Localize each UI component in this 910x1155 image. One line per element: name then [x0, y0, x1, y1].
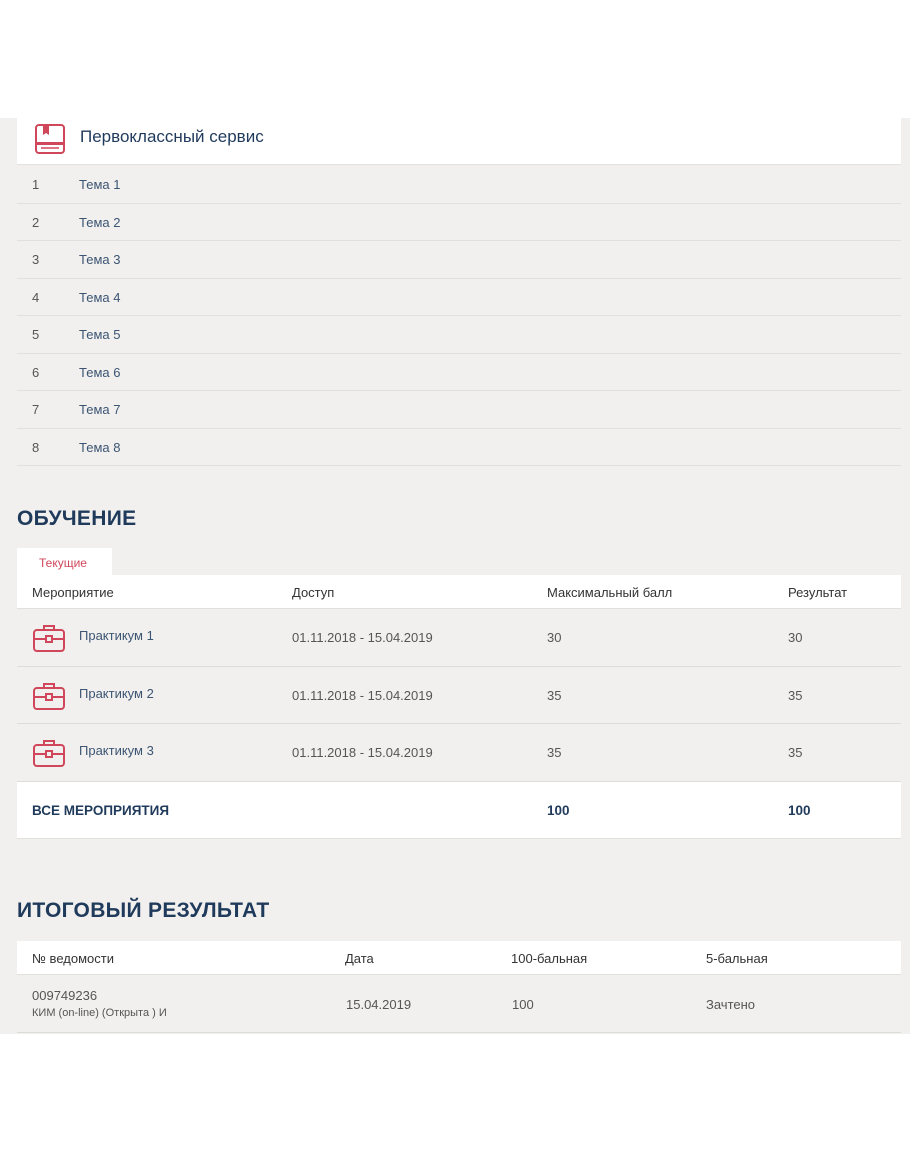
table-header — [17, 941, 901, 975]
topic-row — [17, 279, 901, 317]
topic-link[interactable]: Тема 8 — [79, 439, 121, 455]
result-date: 15.04.2019 — [346, 997, 412, 1012]
topic-row — [17, 429, 901, 467]
topic-row — [17, 391, 901, 429]
topic-number: 5 — [32, 327, 40, 342]
column-header-date: Дата — [345, 951, 374, 966]
column-header-access: Доступ — [292, 585, 335, 600]
total-max-score: 100 — [547, 802, 570, 818]
table-header — [17, 575, 901, 609]
event-link[interactable]: Практикум 1 — [79, 628, 154, 643]
topic-row — [17, 241, 901, 279]
column-header-score5: 5-бальная — [706, 951, 768, 966]
access-period: 01.11.2018 - 15.04.2019 — [292, 630, 433, 645]
briefcase-icon — [32, 679, 66, 713]
result: 35 — [788, 687, 803, 703]
result: 35 — [788, 745, 803, 760]
column-header-score100: 100-бальная — [511, 951, 588, 966]
table-row — [17, 975, 901, 1033]
topic-number: 7 — [32, 402, 40, 417]
sheet-number: 009749236 — [32, 988, 98, 1003]
table-row — [17, 667, 901, 725]
topic-number: 1 — [32, 177, 40, 192]
access-period: 01.11.2018 - 15.04.2019 — [292, 687, 433, 703]
topic-list — [17, 166, 901, 466]
table-row — [17, 609, 901, 667]
book-icon — [33, 122, 67, 156]
briefcase-icon — [32, 736, 66, 770]
max-score: 35 — [547, 687, 562, 703]
topic-link[interactable]: Тема 4 — [79, 289, 121, 305]
total-result: 100 — [788, 802, 811, 818]
learning-section-title: ОБУЧЕНИЕ — [17, 507, 137, 530]
briefcase-icon — [32, 621, 66, 655]
score-5: Зачтено — [706, 997, 756, 1012]
topic-row — [17, 166, 901, 204]
event-link[interactable]: Практикум 2 — [79, 685, 154, 701]
final-table — [17, 941, 901, 1033]
sheet-description: КИМ (on-line) (Открыта ) И — [32, 1007, 167, 1019]
access-period: 01.11.2018 - 15.04.2019 — [292, 745, 433, 760]
column-header-result: Результат — [788, 585, 848, 600]
column-header-sheet: № ведомости — [32, 951, 114, 966]
topic-link[interactable]: Тема 3 — [79, 252, 121, 267]
total-label: ВСЕ МЕРОПРИЯТИЯ — [32, 802, 170, 818]
column-header-max-score: Максимальный балл — [547, 585, 673, 600]
course-title: Первоклассный сервис — [80, 127, 264, 146]
topic-row — [17, 316, 901, 354]
tab-current[interactable]: Текущие — [17, 548, 112, 575]
topic-row — [17, 354, 901, 392]
topic-row — [17, 204, 901, 242]
topic-number: 2 — [32, 214, 40, 230]
topic-number: 3 — [32, 252, 40, 267]
topic-link[interactable]: Тема 5 — [79, 327, 121, 342]
topic-link[interactable]: Тема 2 — [79, 214, 121, 230]
table-row — [17, 724, 901, 782]
total-row — [17, 782, 901, 839]
topic-number: 6 — [32, 364, 40, 380]
topic-link[interactable]: Тема 7 — [79, 402, 121, 417]
topic-link[interactable]: Тема 1 — [79, 177, 121, 192]
event-link[interactable]: Практикум 3 — [79, 743, 154, 758]
column-header-event: Мероприятие — [32, 585, 114, 600]
max-score: 30 — [547, 630, 562, 645]
learning-table — [17, 575, 901, 839]
topic-number: 4 — [32, 289, 40, 305]
max-score: 35 — [547, 745, 562, 760]
course-header — [17, 118, 901, 165]
topic-number: 8 — [32, 439, 40, 455]
final-section-title: ИТОГОВЫЙ РЕЗУЛЬТАТ — [17, 899, 270, 922]
result: 30 — [788, 630, 803, 645]
topic-link[interactable]: Тема 6 — [79, 364, 121, 380]
score-100: 100 — [512, 997, 534, 1012]
